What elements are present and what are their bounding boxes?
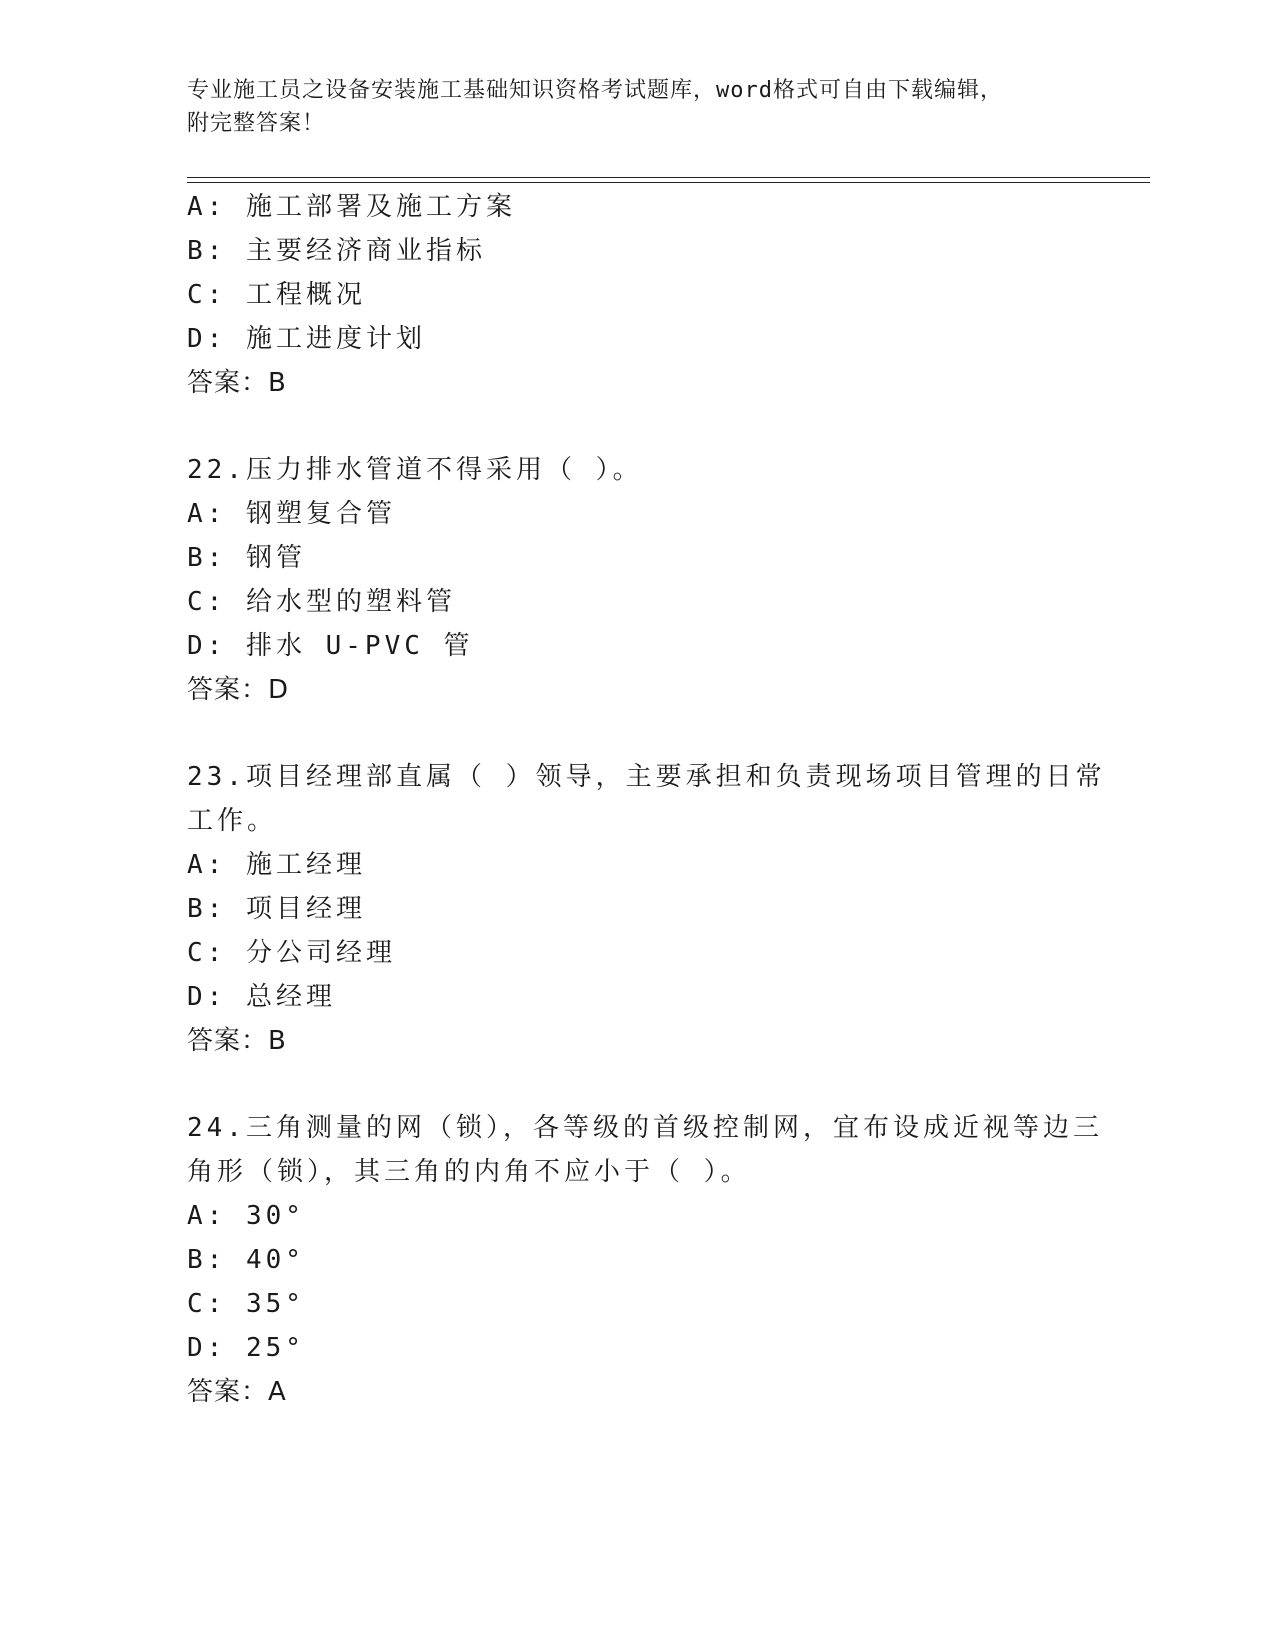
header-divider-top [187,177,1150,178]
q21-answer: 答案：B [187,368,287,398]
q22-question: 22.压力排水管道不得采用（ ）。 [187,455,643,485]
q24-option-b: B: 40° [187,1245,305,1275]
q23-option-c: C: 分公司经理 [187,938,396,968]
q23-option-b: B: 项目经理 [187,894,366,924]
q21-option-c: C: 工程概况 [187,280,366,310]
q22-option-b: B: 钢管 [187,543,306,573]
q24-option-a: A: 30° [187,1201,305,1231]
q24-question-line-2: 角形（锁），其三角的内角不应小于（ ）。 [187,1157,751,1187]
q23-question-line-2: 工作。 [187,806,278,836]
q23-question-line-1: 23.项目经理部直属（ ）领导，主要承担和负责现场项目管理的日常 [187,762,1106,792]
q21-option-b: B: 主要经济商业指标 [187,236,486,266]
q22-option-c: C: 给水型的塑料管 [187,587,456,617]
q23-option-a: A: 施工经理 [187,850,366,880]
q22-answer: 答案：D [187,675,290,705]
q24-question-line-1: 24.三角测量的网（锁），各等级的首级控制网，宜布设成近视等边三 [187,1113,1103,1143]
q24-answer: 答案：A [187,1377,287,1407]
q21-option-a: A: 施工部署及施工方案 [187,192,516,222]
q22-option-a: A: 钢塑复合管 [187,499,396,529]
q24-option-c: C: 35° [187,1289,305,1319]
q23-option-d: D: 总经理 [187,982,336,1012]
q21-option-d: D: 施工进度计划 [187,324,426,354]
header-line-1: 专业施工员之设备安装施工基础知识资格考试题库，word格式可自由下载编辑， [187,78,1003,103]
q23-answer: 答案：B [187,1026,287,1056]
header-line-2: 附完整答案！ [187,111,326,136]
header-divider-bottom [187,182,1150,183]
document-header [187,74,1087,140]
q22-option-d: D: 排水 U-PVC 管 [187,631,474,661]
q24-option-d: D: 25° [187,1333,305,1363]
